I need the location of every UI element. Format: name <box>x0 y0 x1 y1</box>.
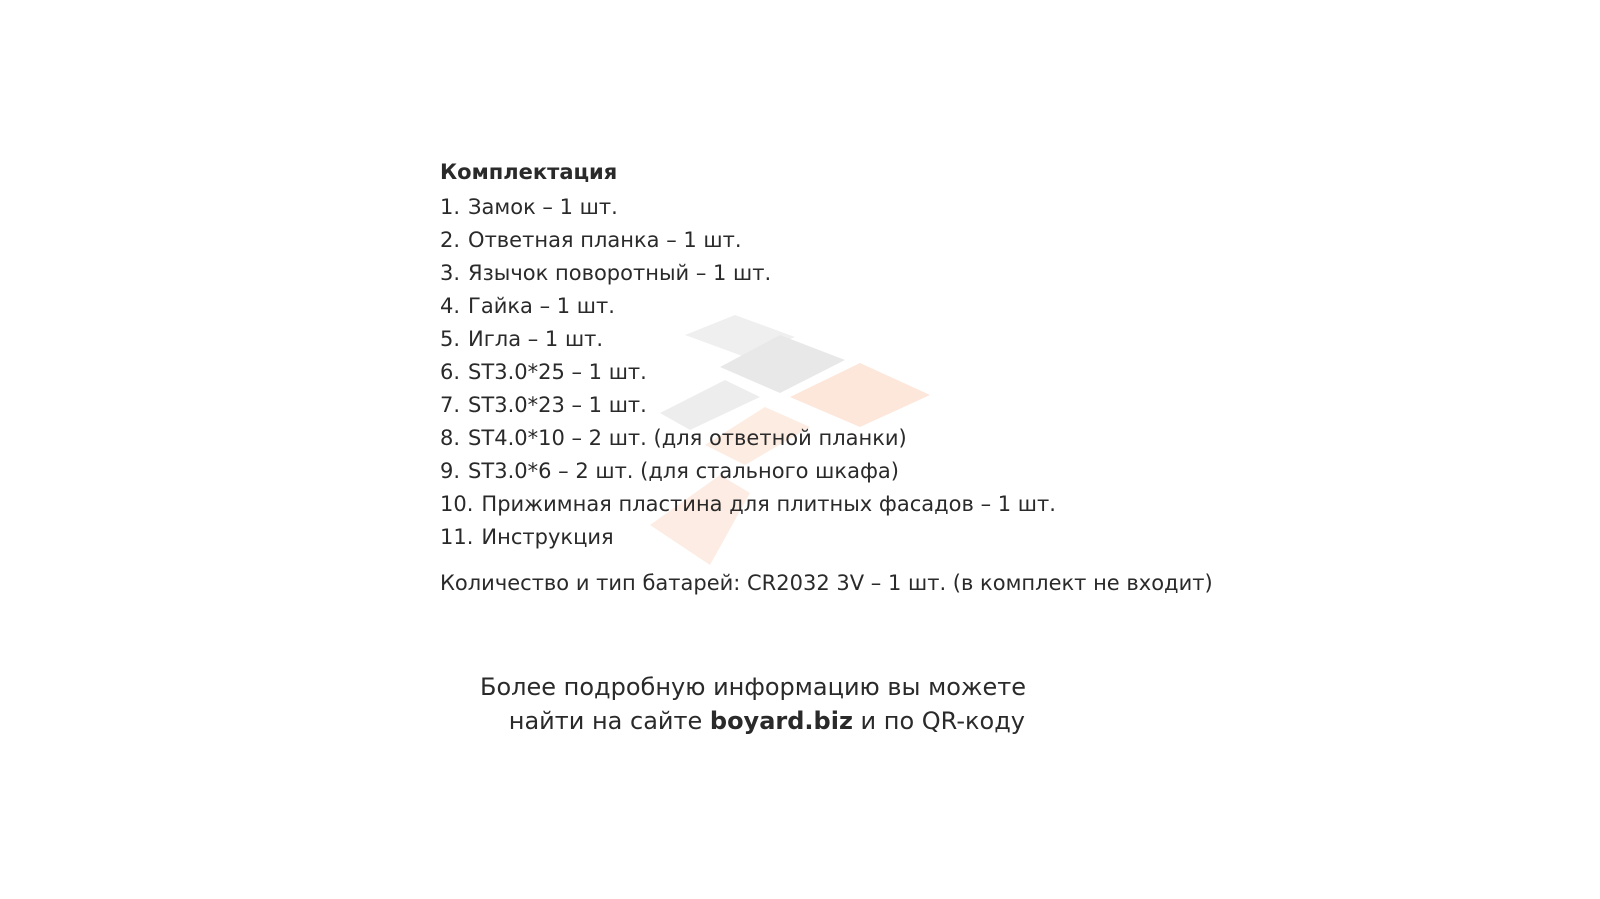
item-text: ST3.0*23 – 1 шт. <box>468 393 647 417</box>
footer-line-2-pre: найти на сайте <box>508 707 710 735</box>
contents-list <box>440 191 1340 554</box>
package-contents-section <box>440 156 1340 599</box>
list-item <box>440 422 1340 455</box>
list-item <box>440 191 1340 224</box>
item-text: Инструкция <box>481 525 614 549</box>
item-number: 9. <box>440 459 461 483</box>
list-item <box>440 290 1340 323</box>
list-item <box>440 323 1340 356</box>
item-text: ST3.0*25 – 1 шт. <box>468 360 647 384</box>
footer-line-1: Более подробную информацию вы можете <box>480 673 1027 701</box>
item-number: 11. <box>440 525 474 549</box>
item-text: ST4.0*10 – 2 шт. (для ответной планки) <box>468 426 907 450</box>
more-info-note <box>480 670 1025 738</box>
item-text: Игла – 1 шт. <box>468 327 604 351</box>
item-text: Замок – 1 шт. <box>468 195 618 219</box>
item-number: 3. <box>440 261 461 285</box>
item-number: 5. <box>440 327 461 351</box>
item-number: 10. <box>440 492 474 516</box>
item-text: Прижимная пластина для плитных фасадов – 1 шт. <box>481 492 1056 516</box>
list-item <box>440 488 1340 521</box>
battery-info: Количество и тип батарей: CR2032 3V – 1 шт. (в комплект не входит) <box>440 571 1213 595</box>
footer-line-2-post: и по QR-коду <box>852 707 1025 735</box>
list-item <box>440 521 1340 554</box>
item-number: 7. <box>440 393 461 417</box>
list-item <box>440 389 1340 422</box>
item-text: ST3.0*6 – 2 шт. (для стального шкафа) <box>468 459 899 483</box>
list-item <box>440 455 1340 488</box>
list-item <box>440 356 1340 389</box>
item-text: Язычок поворотный – 1 шт. <box>468 261 772 285</box>
item-number: 2. <box>440 228 461 252</box>
item-number: 6. <box>440 360 461 384</box>
list-item <box>440 224 1340 257</box>
item-number: 4. <box>440 294 461 318</box>
footer-line-2 <box>480 704 1025 738</box>
item-number: 8. <box>440 426 461 450</box>
section-heading: Комплектация <box>440 160 618 184</box>
item-text: Гайка – 1 шт. <box>468 294 615 318</box>
list-item <box>440 257 1340 290</box>
item-number: 1. <box>440 195 461 219</box>
website-link[interactable]: boyard.biz <box>709 707 853 735</box>
item-text: Ответная планка – 1 шт. <box>468 228 742 252</box>
